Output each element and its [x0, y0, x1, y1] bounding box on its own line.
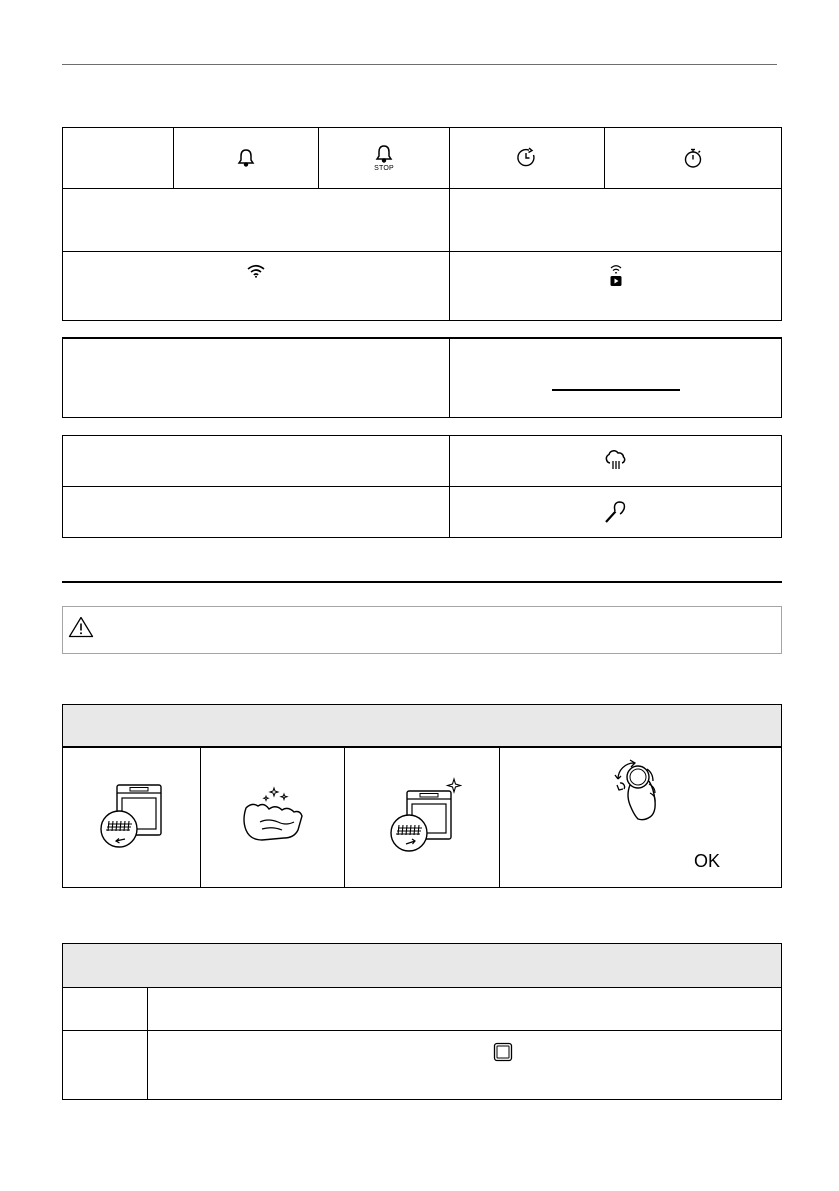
steps-header-bar [62, 704, 782, 748]
ok-label: OK [694, 851, 721, 871]
table1-row3-right [449, 251, 782, 321]
table3-row1-left [62, 435, 450, 487]
table1-cell-timer [449, 127, 605, 189]
oven-tray-remove-illustration [92, 777, 172, 857]
table1-cell-bell-stop [318, 127, 450, 189]
table5-row1-num [62, 987, 148, 1031]
table1-row3-left [62, 251, 450, 321]
step-cell-4 [499, 746, 782, 888]
table2-right [449, 337, 782, 418]
bell-icon [237, 148, 255, 168]
wifi-icon [247, 264, 265, 278]
table1-row2-right [449, 188, 782, 252]
table3-row2-right [449, 486, 782, 538]
step-cell-3 [344, 746, 500, 888]
warning-box [62, 606, 782, 654]
steam-icon [604, 450, 628, 472]
oven-tray-insert-illustration [382, 777, 462, 857]
header-rule [62, 64, 777, 65]
table5-row2-text [147, 1030, 782, 1100]
table1-cell-bell [173, 127, 319, 189]
section-rule [62, 581, 782, 583]
table3-row2-left [62, 486, 450, 538]
stopwatch-icon [683, 147, 703, 169]
square-symbol-icon [493, 1042, 513, 1062]
timer-arrow-icon [516, 147, 538, 169]
remote-start-icon [609, 264, 623, 288]
table1-cell-stopwatch [604, 127, 782, 189]
cloth-wipe-illustration [238, 782, 308, 852]
table5-header-bar [62, 943, 782, 988]
knob-turn-illustration [608, 755, 672, 835]
dash-line-indicator [552, 389, 680, 391]
table5-row1-text [147, 987, 782, 1031]
stop-label: STOP [374, 165, 394, 172]
step-cell-1 [62, 746, 201, 888]
table2-left [62, 337, 450, 418]
table1-cell-empty [62, 127, 174, 189]
table1-row2-left [62, 188, 450, 252]
step-cell-2 [200, 746, 345, 888]
table3-row1-right [449, 435, 782, 487]
food-probe-icon [603, 499, 629, 525]
table5-row2-num [62, 1030, 148, 1100]
warning-triangle-icon [68, 616, 94, 638]
bell-stop-icon [375, 144, 393, 164]
